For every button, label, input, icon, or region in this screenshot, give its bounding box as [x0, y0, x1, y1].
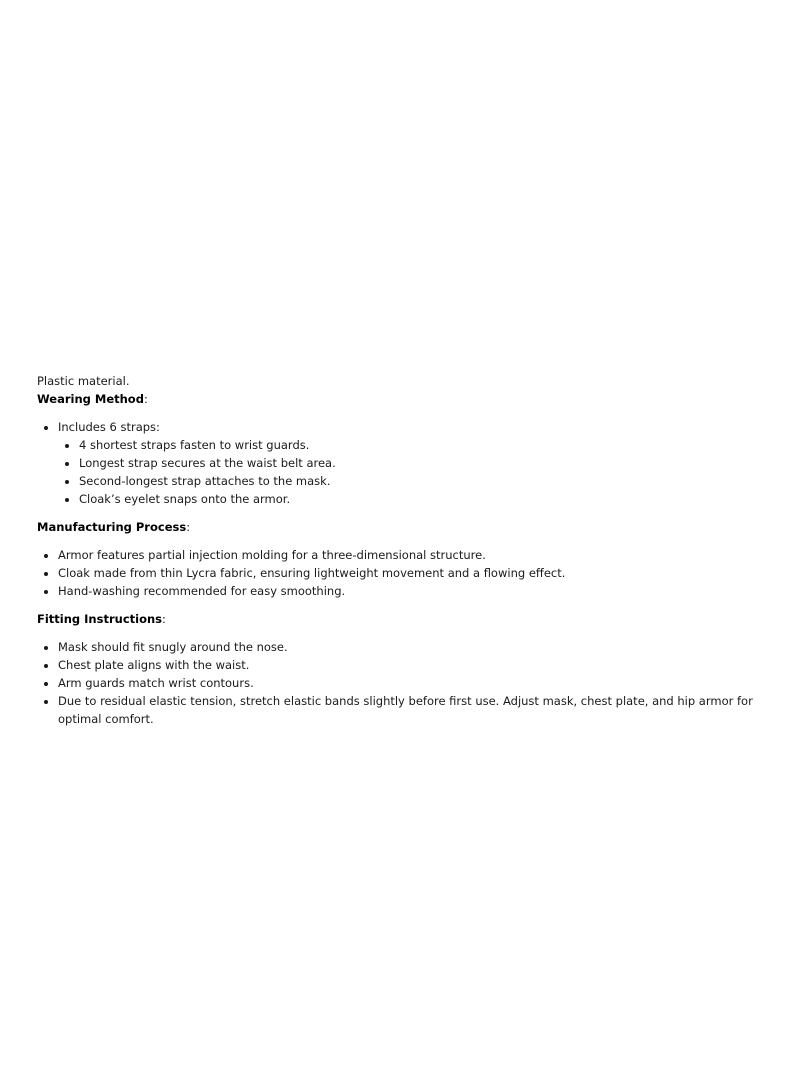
straps-label: Includes 6 straps:: [58, 420, 160, 434]
fitting-heading-line: [37, 610, 777, 628]
product-description: [37, 372, 777, 728]
list-item: [58, 418, 777, 508]
straps-list: [58, 436, 777, 508]
list-item: • Cloak made from thin Lycra fabric, ensuring lightweight movement and a flowing effect.: [58, 564, 777, 582]
list-item: • Hand-washing recommended for easy smoothing.: [58, 582, 777, 600]
manufacturing-heading: Manufacturing Process: [37, 520, 187, 534]
wearing-method-heading-line: [37, 390, 777, 408]
list-item: • Due to residual elastic tension, stretch elastic bands slightly before first use. Adjust mask, chest plate, and hip armor for optimal comfort.: [58, 692, 777, 728]
list-item: • Armor features partial injection molding for a three-dimensional structure.: [58, 546, 777, 564]
list-item: • Longest strap secures at the waist belt area.: [79, 454, 777, 472]
list-item: • Cloak’s eyelet snaps onto the armor.: [79, 490, 777, 508]
material-text: Plastic material.: [37, 374, 130, 388]
list-item: • Second-longest strap attaches to the mask.: [79, 472, 777, 490]
list-item: • Chest plate aligns with the waist.: [58, 656, 777, 674]
list-item: • Mask should fit snugly around the nose.: [58, 638, 777, 656]
manufacturing-colon: :: [186, 520, 191, 534]
wearing-method-list: [37, 418, 777, 508]
wearing-method-heading: Wearing Method: [37, 392, 144, 406]
fitting-list: [37, 638, 777, 728]
manufacturing-heading-line: [37, 518, 777, 536]
list-item: • 4 shortest straps fasten to wrist guards.: [79, 436, 777, 454]
manufacturing-list: [37, 546, 777, 600]
list-item: • Arm guards match wrist contours.: [58, 674, 777, 692]
fitting-colon: :: [162, 612, 166, 626]
wearing-method-colon: :: [143, 392, 148, 406]
fitting-heading: Fitting Instructions: [37, 612, 163, 626]
